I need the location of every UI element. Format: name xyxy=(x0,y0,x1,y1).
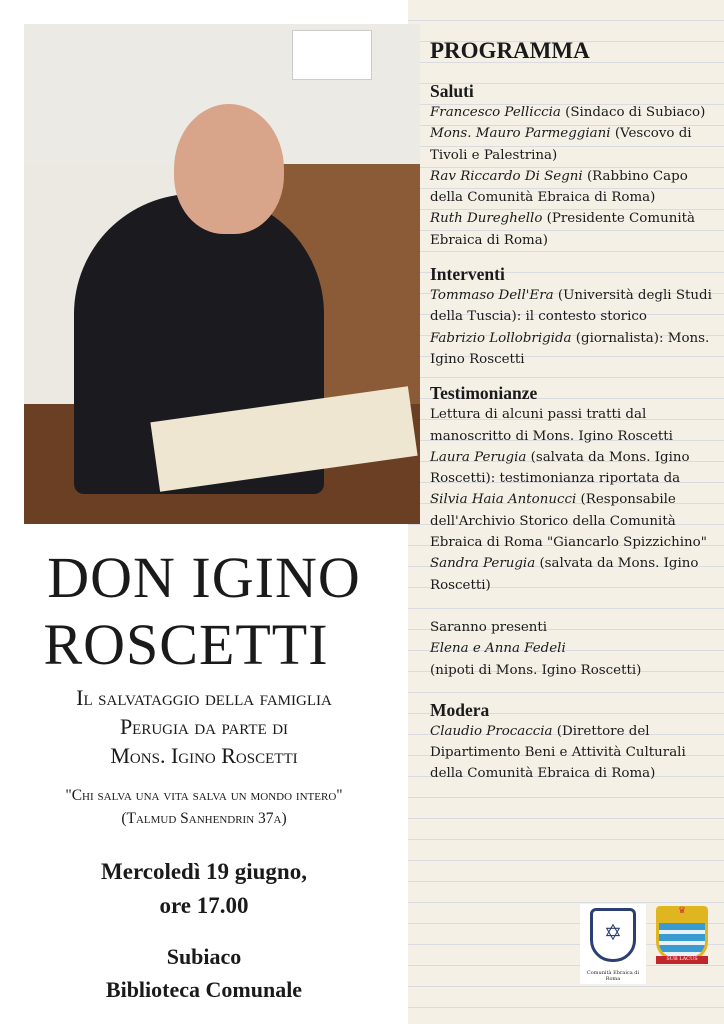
logo-caption: Comunità Ebraica di Roma xyxy=(586,970,640,982)
menorah-shield-icon: ✡ xyxy=(590,908,636,962)
program-heading: PROGRAMMA xyxy=(430,38,590,63)
place-venue: Biblioteca Comunale xyxy=(105,977,303,1002)
speaker-name: Mons. Mauro Parmeggiani xyxy=(430,126,611,142)
present-desc: (nipoti di Mons. Igino Roscetti) xyxy=(430,662,642,678)
present-label: Saranno presenti xyxy=(430,619,548,635)
portrait-photo xyxy=(24,24,420,524)
section-interventi xyxy=(430,263,720,370)
speaker-role: (giornalista): Mons. Igino Roscetti xyxy=(430,330,710,367)
speaker-role: (Direttore del Dipartimento Beni e Attività Culturali della Comunità Ebraica di Roma) xyxy=(430,723,686,782)
subtitle-line: Il salvataggio della famiglia xyxy=(76,685,332,710)
quote: "Chi salva una vita salva un mondo intero" (Talmud Sanhendrin 37a) xyxy=(65,787,343,827)
speaker-role: (Sindaco di Subiaco) xyxy=(560,105,706,120)
subiaco-coat-of-arms xyxy=(656,906,708,972)
title-line-1: DON IGINO xyxy=(47,545,361,610)
list-item xyxy=(430,285,720,328)
list-item xyxy=(430,328,720,371)
motto-ribbon: SUB LACUS xyxy=(656,956,708,964)
list-item xyxy=(430,553,720,596)
speaker-role: (salvata da Mons. Igino Roscetti) xyxy=(430,556,699,593)
event-place xyxy=(0,940,408,1006)
section-saluti xyxy=(430,80,720,251)
program xyxy=(430,36,720,797)
speaker-name: Francesco Pelliccia xyxy=(430,105,561,120)
list-item xyxy=(430,102,720,123)
list-item xyxy=(430,721,720,785)
speaker-name: Ruth Dureghello xyxy=(430,211,543,227)
section-title: Saluti xyxy=(430,81,474,101)
present-names: Elena e Anna Fedeli xyxy=(430,641,566,657)
speaker-role: (Università degli Studi della Tuscia): il contesto storico xyxy=(430,288,712,325)
list-item xyxy=(430,447,720,553)
crown-icon: ♛ xyxy=(656,906,708,920)
intro-text: Lettura di alcuni passi tratti dal manoscritto di Mons. Igino Roscetti xyxy=(430,407,673,444)
speaker-name: Laura Perugia xyxy=(430,449,527,465)
time-line: ore 17.00 xyxy=(159,893,249,918)
calendar xyxy=(292,30,372,80)
event-date xyxy=(0,855,408,923)
place-city: Subiaco xyxy=(166,944,242,969)
list-item xyxy=(430,166,720,209)
speaker-role: (salvata da Mons. Igino Roscetti): testimonianza riportata da xyxy=(430,449,690,487)
speaker-role: (Presidente Comunità Ebraica di Roma) xyxy=(430,211,695,248)
section-testimonianze xyxy=(430,382,720,681)
list-item xyxy=(430,208,720,251)
subtitle-line: Mons. Igino Roscetti xyxy=(110,743,298,768)
speaker-name: Silvia Haia Antonucci xyxy=(430,492,577,508)
speaker-role: (Rabbino Capo della Comunità Ebraica di Roma) xyxy=(430,168,688,206)
speaker-name: Claudio Procaccia xyxy=(430,723,553,739)
speaker-name: Rav Riccardo Di Segni xyxy=(430,168,583,184)
comunita-ebraica-logo xyxy=(580,904,646,984)
subtitle-line: Perugia da parte di xyxy=(119,714,289,739)
section-title: Interventi xyxy=(430,264,505,285)
list-item xyxy=(430,123,720,166)
speaker-name: Tommaso Dell'Era xyxy=(430,288,554,304)
speaker-role: (Responsabile dell'Archivio Storico della Comunità Ebraica di Roma "Giancarlo Spizzichino" xyxy=(430,492,707,551)
subtitle xyxy=(0,683,408,770)
speaker-name: Sandra Perugia xyxy=(430,556,536,572)
section-modera xyxy=(430,699,720,785)
title-line-2: ROSCETTI xyxy=(43,612,329,677)
speaker-role: (Vescovo di Tivoli e Palestrina) xyxy=(430,126,692,163)
section-title: Modera xyxy=(430,699,490,720)
date-line: Mercoledì 19 giugno, xyxy=(101,859,307,884)
speaker-name: Fabrizio Lollobrigida xyxy=(430,330,572,346)
section-title: Testimonianze xyxy=(430,383,538,404)
